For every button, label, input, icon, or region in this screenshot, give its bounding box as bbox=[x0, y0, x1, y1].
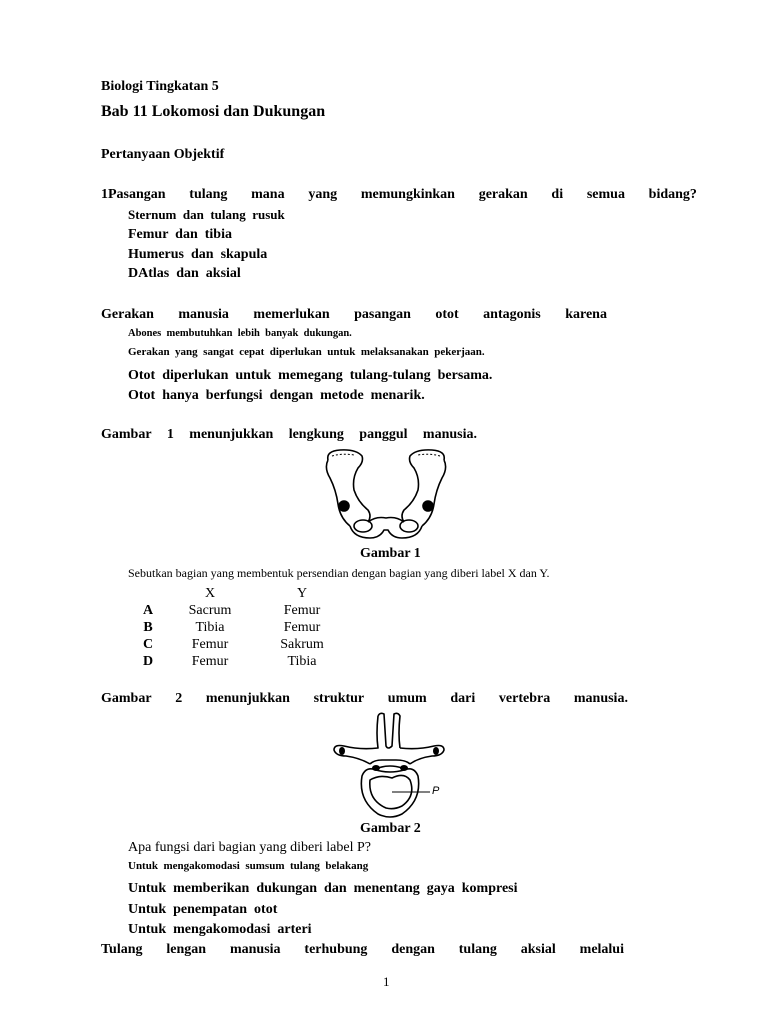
pelvic-girdle-figure bbox=[318, 446, 454, 546]
figure1-caption: Gambar 1 bbox=[360, 546, 421, 561]
q2-word: pasangan bbox=[354, 307, 411, 322]
q1-word: semua bbox=[586, 187, 625, 202]
page-number: 1 bbox=[383, 974, 390, 989]
q5-word: aksial bbox=[520, 942, 556, 957]
q1-option-a: Sternum dan tulang rusuk bbox=[128, 207, 285, 222]
figure2-label-p: P bbox=[432, 785, 440, 797]
chapter-heading: Bab 11 Lokomosi dan Dukungan bbox=[101, 103, 326, 120]
q4-question: Apa fungsi dari bagian yang diberi label P? bbox=[128, 840, 371, 855]
q3-row-y: Tibia bbox=[287, 654, 317, 669]
subject-heading: Biologi Tingkatan 5 bbox=[101, 79, 219, 94]
q1-word: tulang bbox=[189, 187, 228, 202]
q1-word: mana bbox=[251, 187, 285, 202]
q4-option-b: Untuk memberikan dukungan dan menentang gaya kompresi bbox=[128, 881, 518, 896]
q2-option-d: Otot hanya berfungsi dengan metode menarik. bbox=[128, 388, 425, 403]
q3-word: manusia. bbox=[422, 427, 477, 442]
q5-stem bbox=[101, 942, 624, 958]
q1-word: 1Pasangan bbox=[101, 187, 166, 202]
q2-word: karena bbox=[565, 307, 607, 322]
q3-col-x: X bbox=[204, 586, 216, 601]
q4-word: vertebra bbox=[498, 691, 551, 706]
q2-word: antagonis bbox=[483, 307, 541, 322]
q3-row-letter: A bbox=[142, 603, 154, 618]
q4-stem bbox=[101, 691, 628, 707]
vertebra-figure bbox=[330, 710, 450, 822]
q2-stem bbox=[101, 307, 607, 323]
q3-row-x: Femur bbox=[191, 654, 229, 669]
q3-row-y: Femur bbox=[283, 620, 321, 635]
q5-word: tulang bbox=[458, 942, 497, 957]
q1-word: yang bbox=[308, 187, 338, 202]
q3-row-y: Sakrum bbox=[280, 637, 324, 652]
q1-word: memungkinkan bbox=[360, 187, 455, 202]
q3-col-y: Y bbox=[296, 586, 308, 601]
q3-instruction: Sebutkan bagian yang membentuk persendian dengan bagian yang diberi label X dan Y. bbox=[128, 566, 550, 580]
q3-row-letter: D bbox=[142, 654, 154, 669]
q5-word: Tulang bbox=[101, 942, 143, 957]
q2-word: otot bbox=[435, 307, 459, 322]
figure2-caption: Gambar 2 bbox=[360, 821, 421, 836]
q3-stem bbox=[101, 427, 477, 443]
q3-row-y: Femur bbox=[283, 603, 321, 618]
q2-option-b: Gerakan yang sangat cepat diperlukan untuk melaksanakan pekerjaan. bbox=[128, 346, 485, 358]
q3-word: 1 bbox=[166, 427, 174, 442]
q4-word: menunjukkan bbox=[205, 691, 290, 706]
q4-option-c: Untuk penempatan otot bbox=[128, 902, 278, 917]
q4-word: dari bbox=[450, 691, 476, 706]
q5-word: dengan bbox=[391, 942, 435, 957]
q4-word: 2 bbox=[175, 691, 183, 706]
q2-word: Gerakan bbox=[101, 307, 154, 322]
q3-word: lengkung bbox=[288, 427, 344, 442]
q5-word: manusia bbox=[229, 942, 281, 957]
q1-stem bbox=[101, 187, 697, 203]
q3-row-letter: B bbox=[143, 620, 153, 635]
q1-word: bidang? bbox=[648, 187, 697, 202]
q4-word: Gambar bbox=[101, 691, 152, 706]
q2-word: manusia bbox=[178, 307, 229, 322]
q3-row-x: Tibia bbox=[195, 620, 225, 635]
q5-word: terhubung bbox=[304, 942, 368, 957]
q1-option-b: Femur dan tibia bbox=[128, 227, 232, 242]
q1-option-d: DAtlas dan aksial bbox=[128, 266, 241, 281]
q2-option-c: Otot diperlukan untuk memegang tulang-tulang bersama. bbox=[128, 368, 493, 383]
q1-word: gerakan bbox=[478, 187, 528, 202]
q4-word: manusia. bbox=[573, 691, 628, 706]
q4-option-a: Untuk mengakomodasi sumsum tulang belakang bbox=[128, 860, 369, 872]
q4-word: umum bbox=[387, 691, 427, 706]
q5-word: lengan bbox=[166, 942, 207, 957]
q3-row-x: Femur bbox=[191, 637, 229, 652]
q4-word: struktur bbox=[313, 691, 365, 706]
q5-word: melalui bbox=[579, 942, 624, 957]
q1-option-c: Humerus dan skapula bbox=[128, 247, 268, 262]
q1-word: di bbox=[551, 187, 564, 202]
q3-word: panggul bbox=[359, 427, 408, 442]
section-heading: Pertanyaan Objektif bbox=[101, 147, 225, 162]
q3-row-x: Sacrum bbox=[188, 603, 232, 618]
q4-option-d: Untuk mengakomodasi arteri bbox=[128, 922, 312, 937]
q2-word: memerlukan bbox=[253, 307, 330, 322]
q2-option-a: Abones membutuhkan lebih banyak dukungan. bbox=[128, 328, 352, 339]
q3-row-letter: C bbox=[142, 637, 154, 652]
q3-word: Gambar bbox=[101, 427, 152, 442]
q3-word: menunjukkan bbox=[189, 427, 274, 442]
